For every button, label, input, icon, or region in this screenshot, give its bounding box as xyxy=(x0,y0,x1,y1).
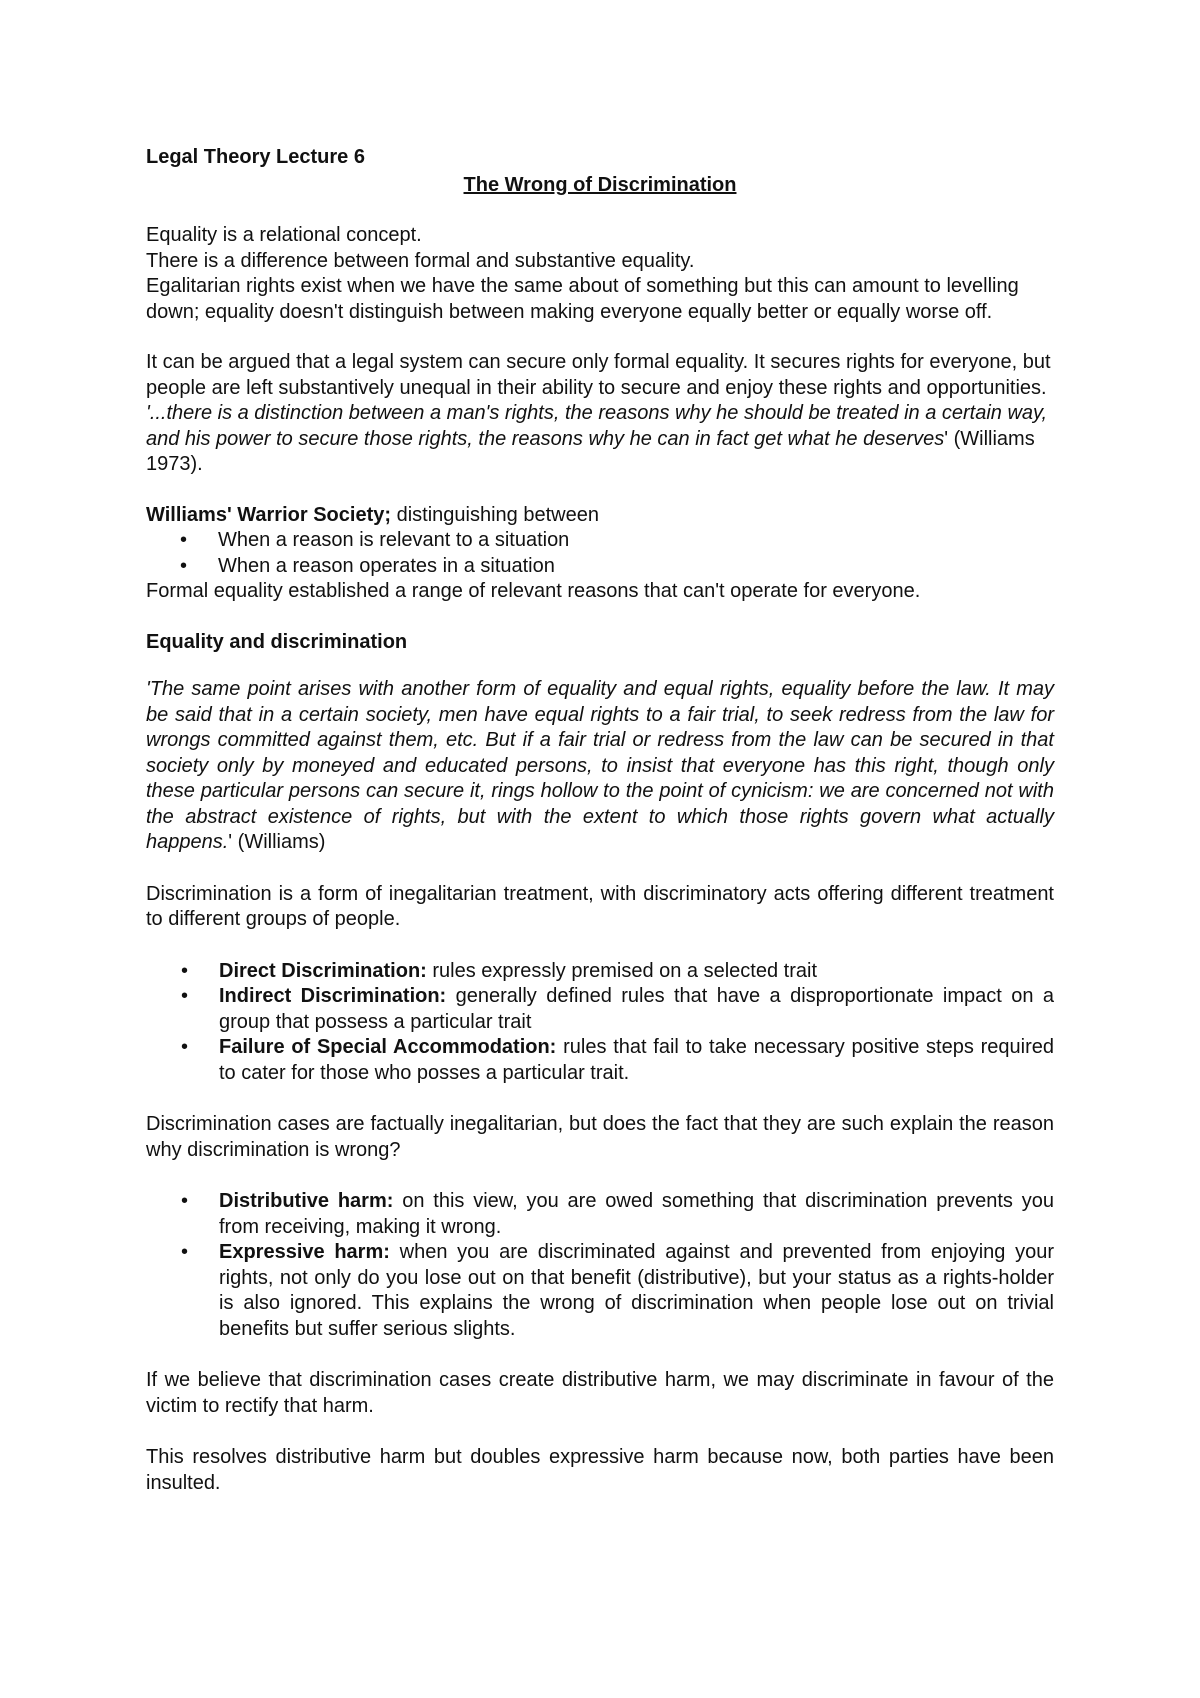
rectify-paragraph: If we believe that discrimination cases create distributive harm, we may discriminate in favour of the victim to rectify that harm. xyxy=(146,1369,1054,1417)
intro-line-1: Equality is a relational concept. xyxy=(146,224,422,246)
conclusion-paragraph: This resolves distributive harm but doubles expressive harm because now, both parties have been insulted. xyxy=(146,1446,1054,1494)
williams-citation: ' (Williams) xyxy=(228,831,326,853)
discrimination-types-list xyxy=(146,959,1054,1087)
list-item xyxy=(219,1035,1054,1086)
list-item: • When a reason operates in a situation xyxy=(218,554,1054,580)
williams-quote xyxy=(146,677,1054,856)
term: Direct Discrimination: xyxy=(219,959,427,982)
term-description: rules expressly premised on a selected trait xyxy=(426,959,818,982)
wrongness-question: Discrimination cases are factually inegalitarian, but does the fact that they are such explain the reason why discrimination is wrong? xyxy=(146,1113,1054,1161)
williams-1973-quote-text: '...there is a distinction between a man's rights, the reasons why he should be treated in a certain way, and his power to secure those rights, the reasons why he can in fact get what he deserves xyxy=(146,402,1048,450)
williams-1973-citation: ' (Williams 1973). xyxy=(146,427,1035,475)
warrior-society-subtitle: distinguishing between xyxy=(391,503,599,526)
document-subtitle: The Wrong of Discrimination xyxy=(463,173,737,196)
warrior-society-title: Williams' Warrior Society; xyxy=(146,503,392,526)
warrior-society-heading xyxy=(146,503,1054,529)
term-description: generally defined rules that have a disproportionate impact on a group that possess a particular trait xyxy=(219,985,1055,1033)
term-description: on this view, you are owed something that discrimination prevents you from receiving, making it wrong. xyxy=(219,1190,1054,1238)
list-item xyxy=(219,984,1054,1035)
section-heading-equality: Equality and discrimination xyxy=(146,630,408,653)
williams-quote-text: 'The same point arises with another form of equality and equal rights, equality before the law. It may be said that in a certain society, men have equal rights to a fair trial, to seek redress from the law for wrongs committed against them, etc. But if a fair trial or redress from the law can be secured in that society only by moneyed and educated persons, to insist that everyone has this right, though only these particular persons can secure it, rings hollow to the point of cynicism: we are concerned not with the abstract existence of rights, but with the extent to which those rights govern what actually happens. xyxy=(146,678,1054,853)
formal-equality-paragraph: It can be argued that a legal system can secure only formal equality. It secures rights for everyone, but people are left substantively unequal in their ability to secure and enjoy these rights and opportunities. xyxy=(146,351,1051,399)
term: Expressive harm: xyxy=(219,1241,390,1263)
term: Distributive harm: xyxy=(219,1190,394,1212)
list-item xyxy=(219,959,1054,985)
term-description: rules that fail to take necessary positive steps required to cater for those who posses a particular trait. xyxy=(219,1036,1054,1084)
warrior-society-list xyxy=(146,528,1054,579)
list-item: • When a reason is relevant to a situation xyxy=(218,528,1054,554)
intro-line-3: Egalitarian rights exist when we have the same about of something but this can amount to levelling down; equality doesn't distinguish between making everyone equally better or equally worse off. xyxy=(146,275,1019,323)
term-description: when you are discriminated against and prevented from enjoying your rights, not only do you lose out on that benefit (distributive), but your status as a rights-holder is also ignored. This explains the wrong of discrimination when people lose out on trivial benefits but suffer serious slights. xyxy=(219,1241,1055,1340)
list-item xyxy=(219,1240,1054,1342)
list-item xyxy=(219,1189,1054,1240)
discrimination-definition: Discrimination is a form of inegalitarian treatment, with discriminatory acts offering different treatment to different groups of people. xyxy=(146,882,1054,930)
harms-list xyxy=(146,1189,1054,1342)
term: Indirect Discrimination: xyxy=(219,985,447,1007)
document-title: Legal Theory Lecture 6 xyxy=(146,146,365,168)
intro-line-2: There is a difference between formal and substantive equality. xyxy=(146,249,695,272)
williams-1973-quote xyxy=(146,401,1054,478)
term: Failure of Special Accommodation: xyxy=(219,1036,557,1058)
formal-equality-note: Formal equality established a range of relevant reasons that can't operate for everyone. xyxy=(146,580,921,602)
